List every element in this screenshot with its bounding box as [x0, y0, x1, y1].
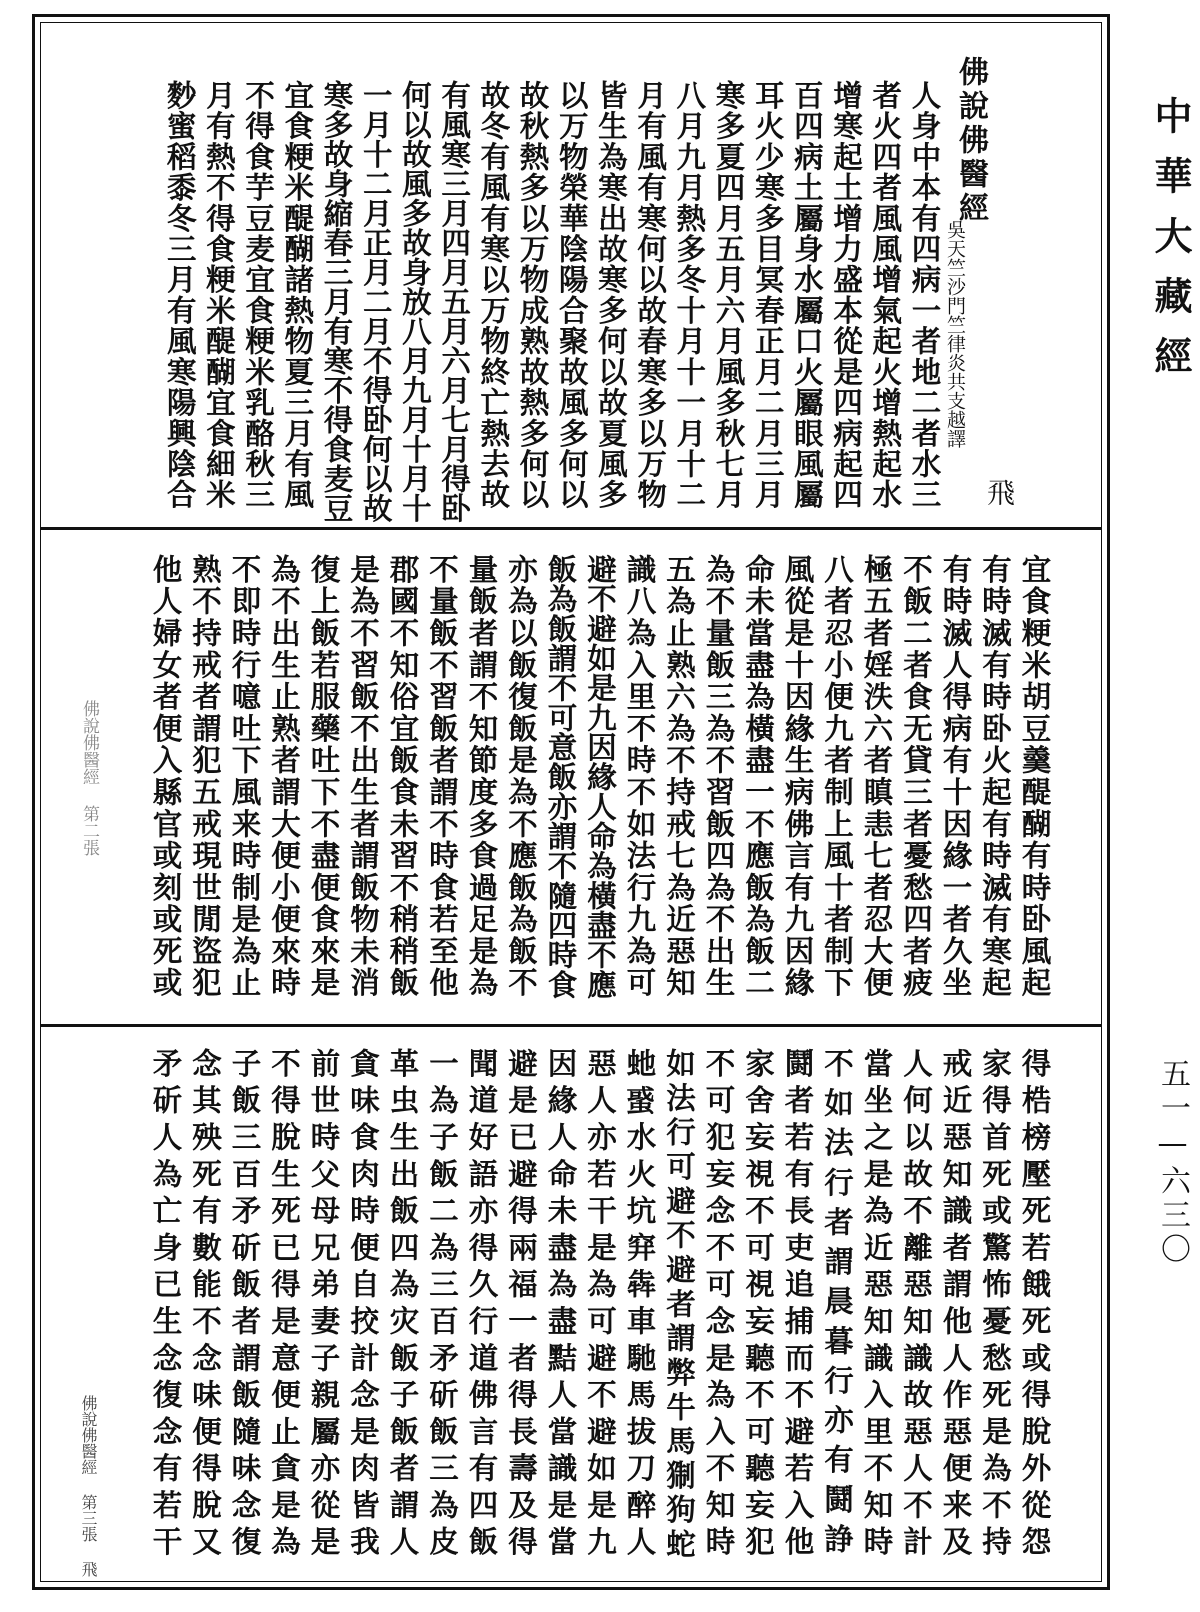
text-column: 熟不持戒者謂犯五戒現世閒盜犯 — [188, 554, 223, 1000]
text-column: 避是已避得兩福一者得長壽及得 — [504, 1048, 539, 1564]
text-column: 增寒起土增力盛本從是四病起四 — [829, 80, 865, 510]
text-column: 前世時父母兄弟妻子親屬亦從是 — [306, 1048, 342, 1564]
text-column: 得梏榜壓死若餓死或得脫外從怨 — [1017, 1048, 1053, 1564]
text-column: 亦為以飯復飯是為不應飯為飯不 — [504, 554, 539, 1000]
text-column: 矛斫人為亡身已生念復念有若干 — [148, 1048, 184, 1564]
text-column: 百四病土屬身水屬口火屬眼風屬 — [789, 80, 825, 510]
text-column: 月有熱不得食粳米醍醐宜食細米 — [201, 80, 237, 510]
text-column: 如法行可避不避者謂弊牛馬猘狗蛇 — [662, 1048, 697, 1563]
text-column: 飯為飯謂不可意飯亦謂不隨四時食 — [543, 554, 579, 1000]
text-column: 一為子飯二為三百矛斫飯三為皮 — [425, 1048, 460, 1564]
text-column: 家得首死或驚怖憂愁死是為不持 — [978, 1048, 1013, 1564]
text-column: 有時滅有時卧火起有時滅有寒起 — [978, 554, 1013, 1000]
text-column: 不得脫生死已得是意便止貪是為 — [267, 1048, 302, 1564]
text-column: 不可犯妄念不可念是為入不知時 — [701, 1048, 737, 1564]
text-column: 不量飯不習飯者謂不時食若至他 — [425, 554, 460, 1000]
text-column: 宜食粳米醍醐諸熱物夏三月有風 — [280, 80, 316, 510]
text-column: 當坐之是為近惡知識入里不知時 — [859, 1048, 895, 1564]
text-column: 量飯者謂不知節度多食過足是為 — [464, 554, 500, 1000]
text-column: 郡國不知俗宜飯食未習不稍稍飯 — [385, 554, 421, 1000]
text-column: 者火四者風風增氣起火增熱起水 — [868, 80, 904, 510]
text-column: 避不避如是九因緣人命為橫盡不應 — [583, 554, 618, 1000]
text-column: 為不出生止熟者謂大便小便來時 — [267, 554, 302, 1000]
text-column: 人身中本有四病一者地二者水三 — [907, 80, 943, 510]
text-column: 復上飯若服藥吐下不盡便食來是 — [306, 554, 342, 1000]
text-column: 以万物榮華陰陽合聚故風多何以 — [554, 80, 590, 510]
text-column: 子飯三百矛斫飯者謂飯隨味念復 — [227, 1048, 263, 1564]
text-column: 革虫生出飯四為灾飯子飯者謂人 — [385, 1048, 421, 1564]
collection-title: 中華大藏經 — [1148, 96, 1193, 396]
text-column: 為不量飯三為不習飯四為不出生 — [701, 554, 737, 1000]
text-column: 風從是十因緣生病佛言有九因緣 — [780, 554, 816, 1000]
text-column: 皆生為寒出故寒多何以故夏風多 — [593, 80, 629, 510]
text-column: 耳火少寒多目冥春正月二月三月 — [750, 80, 786, 510]
text-column: 何以故風多故身放八月九月十月十 — [397, 80, 433, 523]
register-divider-1 — [41, 527, 1101, 530]
text-column: 有時滅人得病有十因緣一者久坐 — [938, 554, 974, 1000]
translator-credit: 吳天竺沙門竺律炎共支越譯 — [944, 220, 966, 448]
text-column: 寒多故身縮春三月有寒不得食麦豆 — [319, 80, 355, 523]
text-column: 故冬有風有寒以万物終亡熱去故 — [476, 80, 512, 510]
text-column: 命未當盡為橫盡一不應飯為飯二 — [741, 554, 776, 1000]
volume-mark: 飛 — [983, 478, 1016, 506]
text-column: 念其殃死有數能不念味便得脫又 — [188, 1048, 223, 1564]
text-column: 月有風有寒何以故春寒多以万物 — [633, 80, 669, 510]
marginal-note: 佛說佛醫經 第三張 飛 — [79, 1395, 98, 1577]
text-column: 八者忍小便九者制上風十者制下 — [820, 554, 855, 1000]
text-column: 八月九月熱多冬十月十一月十二 — [672, 80, 708, 510]
text-column: 是為不習飯不出生者謂飯物未消 — [346, 554, 381, 1000]
text-column: 鬪者若有長吏追捕而不避若入他 — [780, 1048, 816, 1564]
text-column: 他人婦女者便入縣官或刻或死或 — [148, 554, 184, 1000]
text-column: 不得食芋豆麦宜食粳米乳酪秋三 — [241, 80, 277, 510]
text-column: 貪味食肉時便自挍計念是肉皆我 — [346, 1048, 381, 1564]
register-divider-2 — [41, 1024, 1101, 1027]
text-column: 一月十二月正月二月不得卧何以故 — [358, 80, 394, 523]
text-column: 戒近惡知識者謂他人作惡便来及 — [938, 1048, 974, 1564]
text-column: 不即時行噫吐下風来時制是為止 — [227, 554, 263, 1000]
text-column: 因緣人命未盡為盡黠人當識是當 — [543, 1048, 579, 1564]
sutra-title: 佛說佛醫經 — [953, 56, 988, 226]
text-column: 麨蜜稻黍冬三月有風寒陽興陰合 — [162, 80, 198, 510]
text-column: 故秋熱多以万物成熟故熱多何以 — [515, 80, 551, 510]
text-column: 虵𧌒水火坑穽犇車馳馬拔刀醉人 — [622, 1048, 658, 1564]
text-column: 有風寒三月四月五月六月七月得卧 — [437, 80, 473, 523]
text-column: 五為止熟六為不持戒七為近惡知 — [662, 554, 697, 1000]
text-column: 宜食粳米胡豆羹醍醐有時卧風起 — [1017, 554, 1053, 1000]
text-column: 聞道好語亦得久行道佛言有四飯 — [464, 1048, 500, 1564]
text-column: 識八為入里不時不如法行九為可 — [622, 554, 658, 1000]
text-column: 寒多夏四月五月六月風多秋七月 — [711, 80, 747, 510]
text-column: 家舍妄視不可視妄聽不可聽妄犯 — [741, 1048, 776, 1564]
marginal-note: 佛說佛醫經 第二張 — [79, 700, 99, 856]
page-number: 五一—六三〇 — [1155, 1058, 1190, 1267]
text-column: 人何以故不離惡知識故惡人不計 — [899, 1048, 934, 1564]
text-column: 極五者婬泆六者瞋恚七者忍大便 — [859, 554, 895, 1000]
text-column: 惡人亦若干是為可避不避如是九 — [583, 1048, 618, 1564]
text-column: 不飯二者食无貸三者憂愁四者疲 — [899, 554, 934, 1000]
text-column: 不如法行者謂晨暮行亦有鬪諍 — [820, 1048, 855, 1564]
